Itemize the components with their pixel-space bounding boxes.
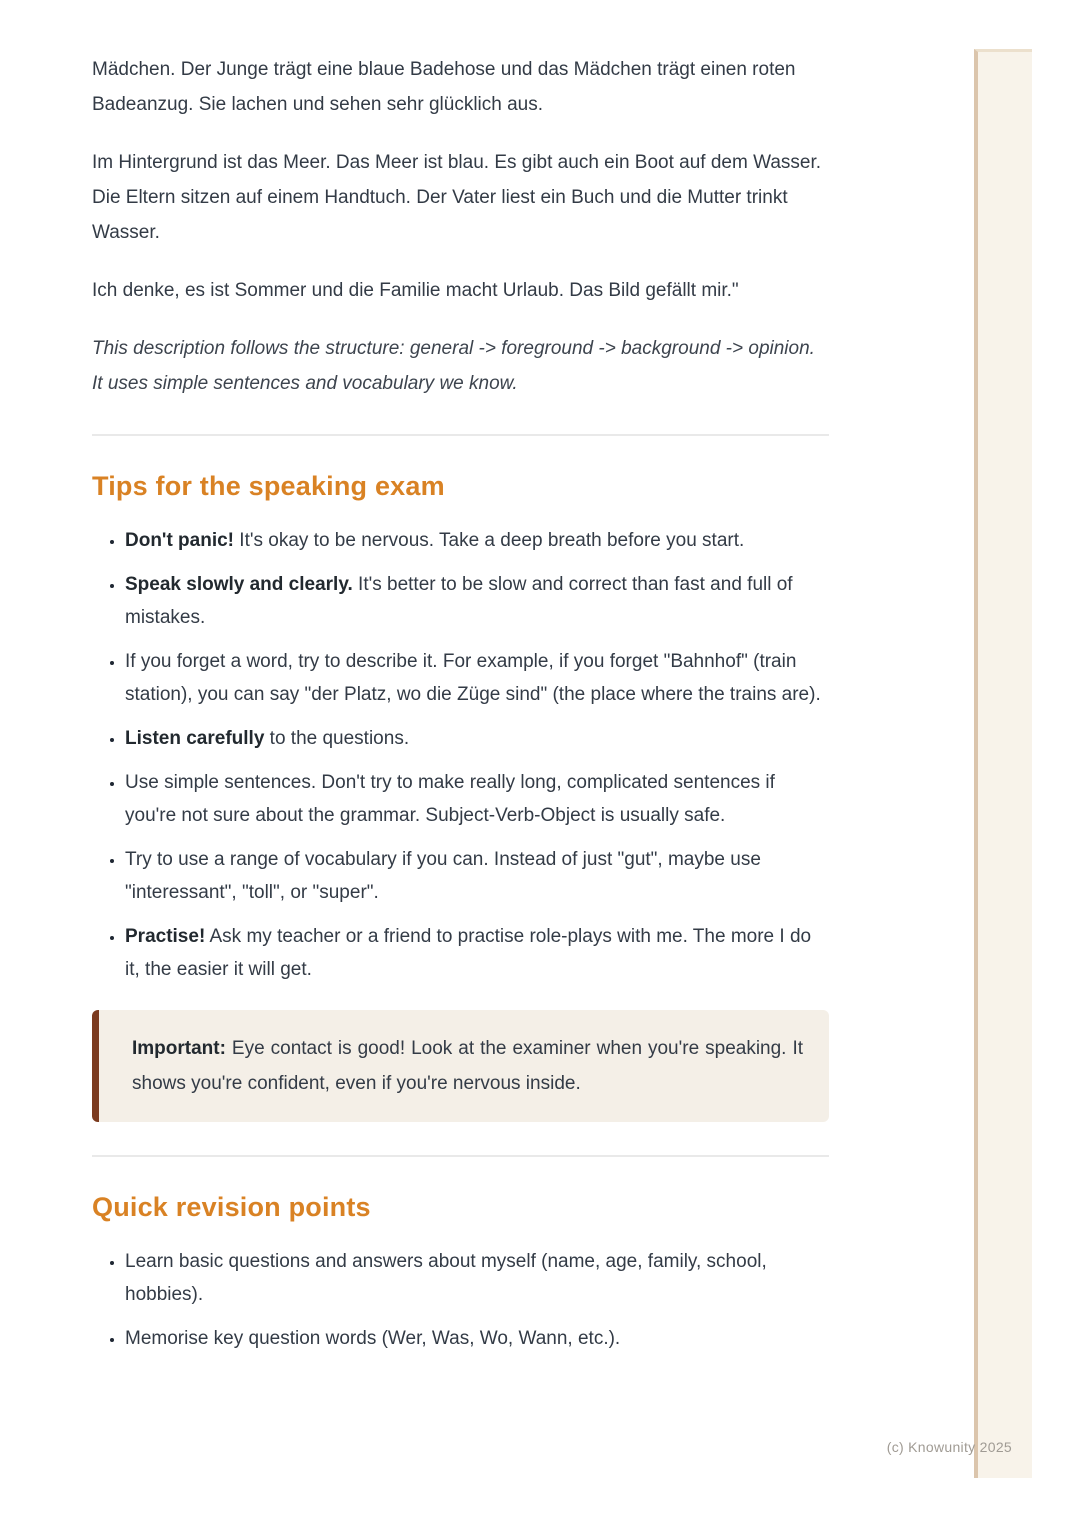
- paragraph-german-background: Im Hintergrund ist das Meer. Das Meer ist blau. Es gibt auch ein Boot auf dem Wasser. Die Eltern sitzen auf einem Handtuch. Der Vater liest ein Buch und die Mutter trinkt Wasser.: [92, 152, 822, 243]
- list-item: [125, 722, 829, 755]
- tips-list: [92, 524, 829, 986]
- bullet-text: It's better to be slow and correct than fast and full of mistakes.: [125, 574, 793, 628]
- section-divider: [92, 434, 829, 436]
- important-callout: [92, 1010, 829, 1122]
- content-column: [92, 0, 829, 1355]
- bullet-text: Memorise key question words (Wer, Was, Wo, Wann, etc.).: [125, 1328, 621, 1349]
- bullet-bold-lead: Listen carefully: [125, 728, 265, 749]
- paragraph-structure-note: This description follows the structure: general -> foreground -> background -> opinion. It uses simple sentences and vocabulary we know.: [92, 338, 815, 394]
- list-item: [125, 524, 829, 557]
- bullet-text: to the questions.: [264, 728, 410, 749]
- list-item: [125, 920, 829, 986]
- list-item: [125, 1245, 829, 1311]
- bullet-text: Learn basic questions and answers about myself (name, age, family, school, hobbies).: [125, 1251, 767, 1305]
- section-divider: [92, 1155, 829, 1157]
- list-item: [125, 843, 829, 909]
- bullet-bold-lead: Don't panic!: [125, 530, 235, 551]
- bullet-text: Try to use a range of vocabulary if you can. Instead of just "gut", maybe use "interessant", "toll", or "super".: [125, 849, 761, 903]
- paragraph-german-foreground: Mädchen. Der Junge trägt eine blaue Badehose und das Mädchen trägt einen roten Badeanzug. Sie lachen und sehen sehr glücklich aus.: [92, 59, 796, 115]
- list-item: [125, 1322, 829, 1355]
- page-edge-strip: [974, 49, 1032, 1478]
- section-heading-revision: Quick revision points: [92, 1192, 371, 1222]
- section-heading-tips: Tips for the speaking exam: [92, 471, 445, 501]
- callout-body-text: Eye contact is good! Look at the examiner when you're speaking. It shows you're confident, even if you're nervous inside.: [132, 1038, 803, 1094]
- paragraph-german-opinion: Ich denke, es ist Sommer und die Familie macht Urlaub. Das Bild gefällt mir.": [92, 280, 739, 301]
- list-item: [125, 766, 829, 832]
- bullet-text: Ask my teacher or a friend to practise role-plays with me. The more I do it, the easier it will get.: [125, 926, 812, 980]
- callout-text: [132, 1031, 803, 1101]
- bullet-bold-lead: Practise!: [125, 926, 206, 947]
- bullet-bold-lead: Speak slowly and clearly.: [125, 574, 353, 595]
- bullet-text: It's okay to be nervous. Take a deep breath before you start.: [234, 530, 745, 551]
- bullet-text: If you forget a word, try to describe it. For example, if you forget "Bahnhof" (train station), you can say "der Platz, wo die Züge sind" (the place where the trains are).: [125, 651, 821, 705]
- revision-list: [92, 1245, 829, 1355]
- list-item: [125, 645, 829, 711]
- callout-bold-lead: Important:: [132, 1038, 226, 1059]
- bullet-text: Use simple sentences. Don't try to make really long, complicated sentences if you're not sure about the grammar. Subject-Verb-Object is usually safe.: [125, 772, 775, 826]
- list-item: [125, 568, 829, 634]
- copyright-watermark: (c) Knowunity 2025: [886, 1439, 1012, 1455]
